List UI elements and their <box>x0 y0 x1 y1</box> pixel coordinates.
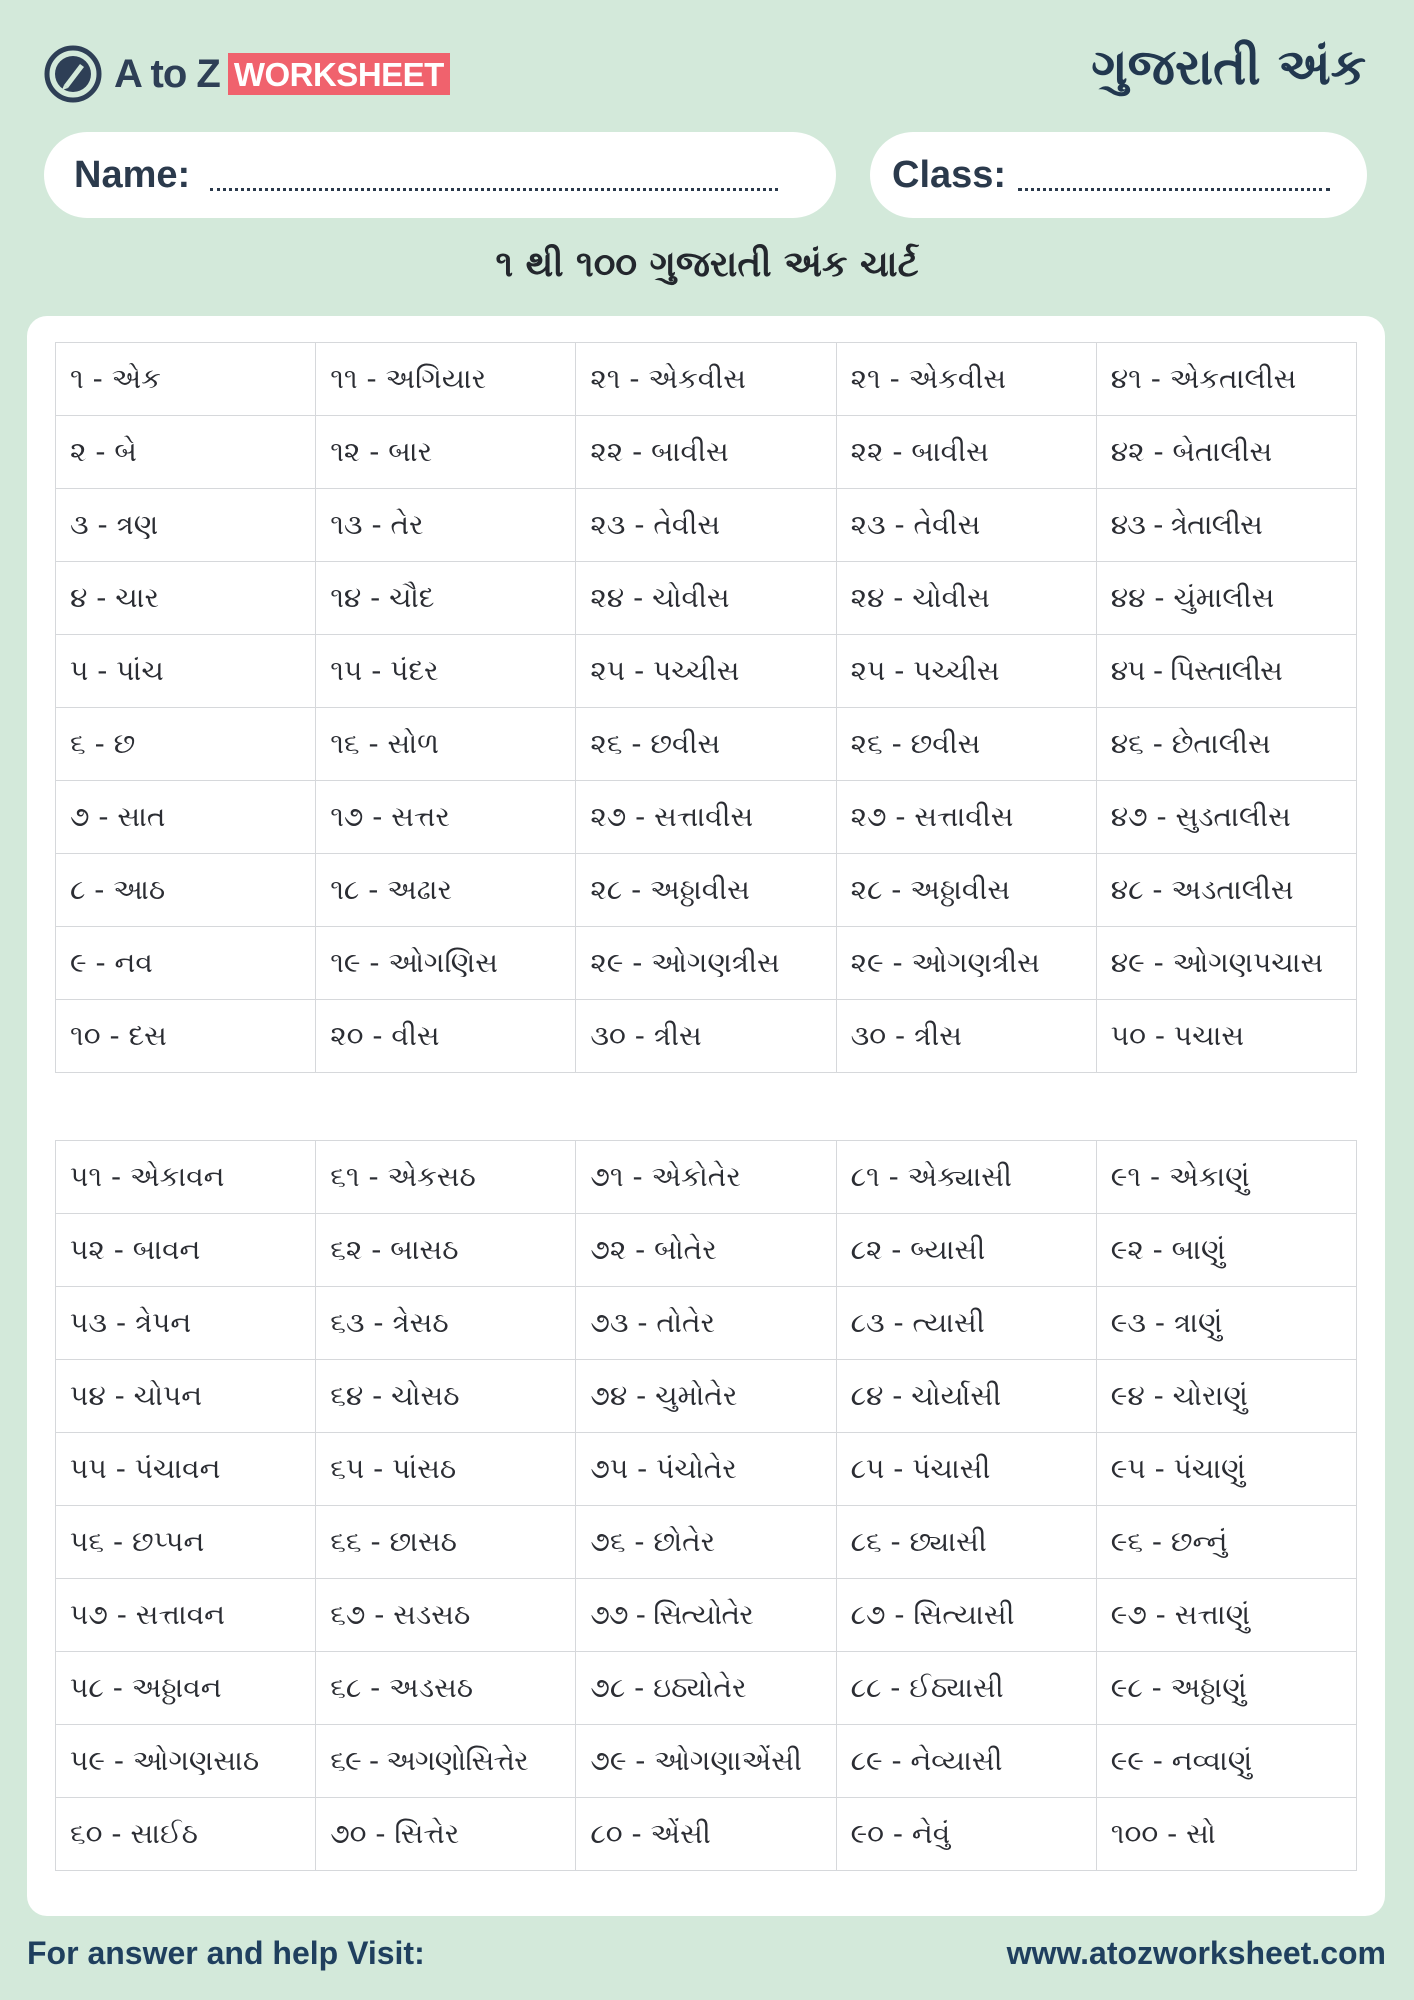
table-row <box>56 1506 1357 1579</box>
number-cell: ૪૩ - ત્રેતાલીસ <box>1096 489 1356 562</box>
number-cell: ૨૮ - અઠ્ઠાવીસ <box>836 854 1096 927</box>
number-cell: ૯૬ - છન્નું <box>1096 1506 1356 1579</box>
number-cell: ૧૬ - સોળ <box>316 708 576 781</box>
number-cell: ૯૨ - બાણું <box>1096 1214 1356 1287</box>
number-cell: ૧૪ - ચૌદ <box>316 562 576 635</box>
number-cell: ૯૩ - ત્રાણું <box>1096 1287 1356 1360</box>
table-row <box>56 1287 1357 1360</box>
table-row <box>56 635 1357 708</box>
footer-website-link[interactable]: www.atozworksheet.com <box>1006 1935 1386 1971</box>
number-cell: ૨૪ - ચોવીસ <box>576 562 836 635</box>
number-cell: ૨૫ - પચ્ચીસ <box>576 635 836 708</box>
number-cell: ૫૪ - ચોપન <box>56 1360 316 1433</box>
table-row <box>56 927 1357 1000</box>
number-cell: ૧૧ - અગિયાર <box>316 343 576 416</box>
number-cell: ૬૯ - અગણોસિત્તેર <box>316 1725 576 1798</box>
number-cell: ૪૫ - પિસ્તાલીસ <box>1096 635 1356 708</box>
number-cell: ૬૮ - અડસઠ <box>316 1652 576 1725</box>
numbers-table-51-100 <box>55 1140 1357 1871</box>
number-cell: ૮૯ - નેવ્યાસી <box>836 1725 1096 1798</box>
number-cell: ૩૦ - ત્રીસ <box>576 1000 836 1073</box>
number-cell: ૪૨ - બેતાલીસ <box>1096 416 1356 489</box>
number-cell: ૪૮ - અડતાલીસ <box>1096 854 1356 927</box>
number-cell: ૫૩ - ત્રેપન <box>56 1287 316 1360</box>
number-cell: ૯૦ - નેવું <box>836 1798 1096 1871</box>
number-cell: ૭૪ - ચુમોતેર <box>576 1360 836 1433</box>
number-cell: ૧૭ - સત્તર <box>316 781 576 854</box>
table-row <box>56 854 1357 927</box>
pen-logo-icon <box>44 45 102 103</box>
number-cell: ૭૯ - ઓગણાએંસી <box>576 1725 836 1798</box>
number-cell: ૨૩ - તેવીસ <box>576 489 836 562</box>
number-cell: ૭ - સાત <box>56 781 316 854</box>
number-cell: ૧૩ - તેર <box>316 489 576 562</box>
table-row <box>56 1360 1357 1433</box>
name-field[interactable] <box>44 132 836 218</box>
number-cell: ૭૫ - પંચોતેર <box>576 1433 836 1506</box>
page-title: ગુજરાતી અંક <box>1091 38 1366 96</box>
number-cell: ૫૮ - અઠ્ઠાવન <box>56 1652 316 1725</box>
table-row <box>56 1000 1357 1073</box>
chart-subtitle: ૧ થી ૧૦૦ ગુજરાતી અંક ચાર્ટ <box>495 244 919 285</box>
number-cell: ૫૭ - સત્તાવન <box>56 1579 316 1652</box>
number-cell: ૪૬ - છેતાલીસ <box>1096 708 1356 781</box>
class-field[interactable] <box>870 132 1367 218</box>
table-row <box>56 1798 1357 1871</box>
number-cell: ૬૪ - ચોસઠ <box>316 1360 576 1433</box>
number-cell: ૯ - નવ <box>56 927 316 1000</box>
name-label: Name: <box>74 153 191 196</box>
number-cell: ૬૨ - બાસઠ <box>316 1214 576 1287</box>
number-cell: ૨૬ - છવીસ <box>836 708 1096 781</box>
number-cell: ૮ - આઠ <box>56 854 316 927</box>
number-cell: ૭૧ - એકોતેર <box>576 1141 836 1214</box>
number-cell: ૧૫ - પંદર <box>316 635 576 708</box>
number-cell: ૨૧ - એકવીસ <box>576 343 836 416</box>
table-row <box>56 343 1357 416</box>
number-cell: ૭૨ - બોતેર <box>576 1214 836 1287</box>
footer-help-text: For answer and help Visit: <box>27 1935 425 1971</box>
number-cell: ૫૫ - પંચાવન <box>56 1433 316 1506</box>
number-cell: ૧ - એક <box>56 343 316 416</box>
number-cell: ૬૦ - સાઈઠ <box>56 1798 316 1871</box>
number-cell: ૮૮ - ઈઠ્યાસી <box>836 1652 1096 1725</box>
class-input-line[interactable] <box>1018 160 1330 191</box>
number-cell: ૮૭ - સિત્યાસી <box>836 1579 1096 1652</box>
number-cell: ૪ - ચાર <box>56 562 316 635</box>
number-cell: ૬૧ - એકસઠ <box>316 1141 576 1214</box>
number-cell: ૫૬ - છપ્પન <box>56 1506 316 1579</box>
number-cell: ૧૦૦ - સો <box>1096 1798 1356 1871</box>
number-cell: ૨૨ - બાવીસ <box>576 416 836 489</box>
number-cell: ૮૩ - ત્યાસી <box>836 1287 1096 1360</box>
number-cell: ૨૬ - છવીસ <box>576 708 836 781</box>
number-cell: ૯૯ - નવ્વાણું <box>1096 1725 1356 1798</box>
number-cell: ૫૯ - ઓગણસાઠ <box>56 1725 316 1798</box>
number-cell: ૬૩ - ત્રેસઠ <box>316 1287 576 1360</box>
number-cell: ૭૭ - સિત્યોતેર <box>576 1579 836 1652</box>
table-row <box>56 562 1357 635</box>
number-cell: ૨૧ - એકવીસ <box>836 343 1096 416</box>
number-cell: ૧૮ - અઢાર <box>316 854 576 927</box>
number-cell: ૮૬ - છ્યાસી <box>836 1506 1096 1579</box>
number-cell: ૨૦ - વીસ <box>316 1000 576 1073</box>
logo-badge: WORKSHEET <box>228 53 450 95</box>
number-cell: ૨૯ - ઓગણત્રીસ <box>576 927 836 1000</box>
number-cell: ૪૭ - સુડતાલીસ <box>1096 781 1356 854</box>
number-cell: ૫૦ - પચાસ <box>1096 1000 1356 1073</box>
number-cell: ૯૧ - એકાણું <box>1096 1141 1356 1214</box>
table-row <box>56 1579 1357 1652</box>
number-cell: ૯૭ - સત્તાણું <box>1096 1579 1356 1652</box>
number-chart-card <box>27 316 1385 1916</box>
class-label: Class: <box>892 153 1007 196</box>
number-cell: ૨૩ - તેવીસ <box>836 489 1096 562</box>
number-cell: ૬૫ - પાંસઠ <box>316 1433 576 1506</box>
number-cell: ૫૧ - એકાવન <box>56 1141 316 1214</box>
number-cell: ૬ - છ <box>56 708 316 781</box>
number-cell: ૮૦ - એંસી <box>576 1798 836 1871</box>
number-cell: ૭૬ - છોતેર <box>576 1506 836 1579</box>
numbers-table-1-50 <box>55 342 1357 1073</box>
number-cell: ૨૫ - પચ્ચીસ <box>836 635 1096 708</box>
number-cell: ૩૦ - ત્રીસ <box>836 1000 1096 1073</box>
number-cell: ૪૧ - એકતાલીસ <box>1096 343 1356 416</box>
number-cell: ૯૪ - ચોરાણું <box>1096 1360 1356 1433</box>
number-cell: ૧૯ - ઓગણિસ <box>316 927 576 1000</box>
logo-text: A to Z <box>114 51 220 96</box>
number-cell: ૯૫ - પંચાણું <box>1096 1433 1356 1506</box>
number-cell: ૮૨ - બ્યાસી <box>836 1214 1096 1287</box>
number-cell: ૨૯ - ઓગણત્રીસ <box>836 927 1096 1000</box>
number-cell: ૫૨ - બાવન <box>56 1214 316 1287</box>
number-cell: ૬૬ - છાસઠ <box>316 1506 576 1579</box>
number-cell: ૪૯ - ઓગણપચાસ <box>1096 927 1356 1000</box>
number-cell: ૨૨ - બાવીસ <box>836 416 1096 489</box>
number-cell: ૮૧ - એક્યાસી <box>836 1141 1096 1214</box>
number-cell: ૬૭ - સડસઠ <box>316 1579 576 1652</box>
number-cell: ૫ - પાંચ <box>56 635 316 708</box>
table-row <box>56 781 1357 854</box>
number-cell: ૧૨ - બાર <box>316 416 576 489</box>
table-row <box>56 708 1357 781</box>
number-cell: ૧૦ - દસ <box>56 1000 316 1073</box>
table-row <box>56 1652 1357 1725</box>
number-cell: ૮૪ - ચોર્યાસી <box>836 1360 1096 1433</box>
number-cell: ૯૮ - અઠ્ઠાણું <box>1096 1652 1356 1725</box>
number-cell: ૭૦ - સિત્તેર <box>316 1798 576 1871</box>
table-row <box>56 416 1357 489</box>
number-cell: ૭૮ - ઇઠ્યોતેર <box>576 1652 836 1725</box>
number-cell: ૨૭ - સત્તાવીસ <box>836 781 1096 854</box>
number-cell: ૨ - બે <box>56 416 316 489</box>
number-cell: ૭૩ - તોતેર <box>576 1287 836 1360</box>
number-cell: ૩ - ત્રણ <box>56 489 316 562</box>
table-row <box>56 1214 1357 1287</box>
number-cell: ૨૮ - અઠ્ઠાવીસ <box>576 854 836 927</box>
table-row <box>56 1433 1357 1506</box>
number-cell: ૨૭ - સત્તાવીસ <box>576 781 836 854</box>
table-row <box>56 1141 1357 1214</box>
logo <box>44 44 450 104</box>
number-cell: ૮૫ - પંચાસી <box>836 1433 1096 1506</box>
number-cell: ૨૪ - ચોવીસ <box>836 562 1096 635</box>
number-cell: ૪૪ - ચુંમાલીસ <box>1096 562 1356 635</box>
name-input-line[interactable] <box>210 160 778 191</box>
table-row <box>56 489 1357 562</box>
table-row <box>56 1725 1357 1798</box>
